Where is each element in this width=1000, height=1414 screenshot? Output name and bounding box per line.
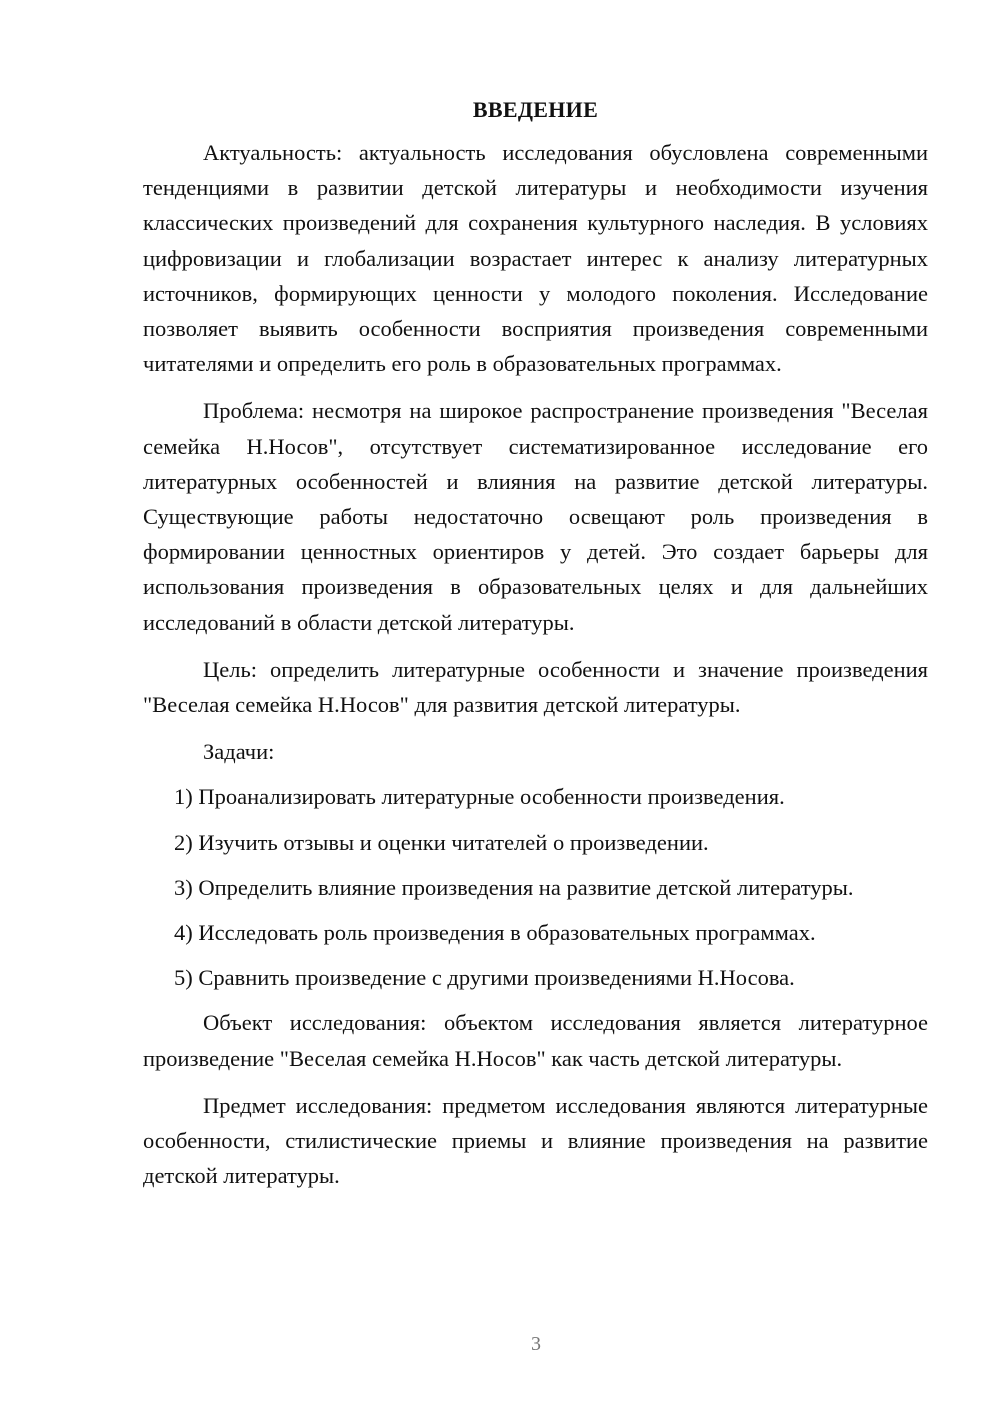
paragraph-object: Объект исследования: объектом исследования является литературное произведение "Веселая семейка Н.Носов" как часть детской литературы. xyxy=(143,1010,928,1071)
task-item: 5) Сравнить произведение с другими произведениями Н.Носова. xyxy=(174,965,795,991)
paragraph-goal: Цель: определить литературные особенности и значение произведения "Веселая семейка Н.Носов" для развития детской литературы. xyxy=(143,656,928,718)
page-number: 3 xyxy=(531,1333,541,1355)
tasks-title: Задачи: xyxy=(203,739,275,765)
document-page xyxy=(143,92,928,1205)
paragraph-problem: Проблема: несмотря на широкое распространение произведения "Веселая семейка Н.Носов", отсутствует систематизированное исследование его литературных особенностей и влияния на развитие детской литературы. Существующие работы недостаточно освещают роль произведения в формировании ценностных ориентиров у детей. Это создает барьеры для использования произведения в образовательных целях и для дальнейших исследований в области детской литературы. xyxy=(143,398,928,635)
paragraph-relevance: Актуальность: актуальность исследования обусловлена современными тенденциями в развитии детской литературы и необходимости изучения классических произведений для сохранения культурного наследия. В условиях цифровизации и глобализации возрастает интерес к анализу литературных источников, формирующих ценности у молодого поколения. Исследование позволяет выявить особенности восприятия произведения современными читателями и определить его роль в образовательных программах. xyxy=(143,140,928,377)
task-item: 2) Изучить отзывы и оценки читателей о произведении. xyxy=(174,829,709,855)
task-item: 3) Определить влияние произведения на развитие детской литературы. xyxy=(174,874,854,900)
section-heading: ВВЕДЕНИЕ xyxy=(472,97,599,122)
task-list xyxy=(143,779,928,995)
task-item: 4) Исследовать роль произведения в образовательных программах. xyxy=(174,920,816,946)
task-item: 1) Проанализировать литературные особенности произведения. xyxy=(174,784,785,810)
paragraph-subject: Предмет исследования: предметом исследования являются литературные особенности, стилистические приемы и влияние произведения на развитие детской литературы. xyxy=(143,1092,928,1189)
